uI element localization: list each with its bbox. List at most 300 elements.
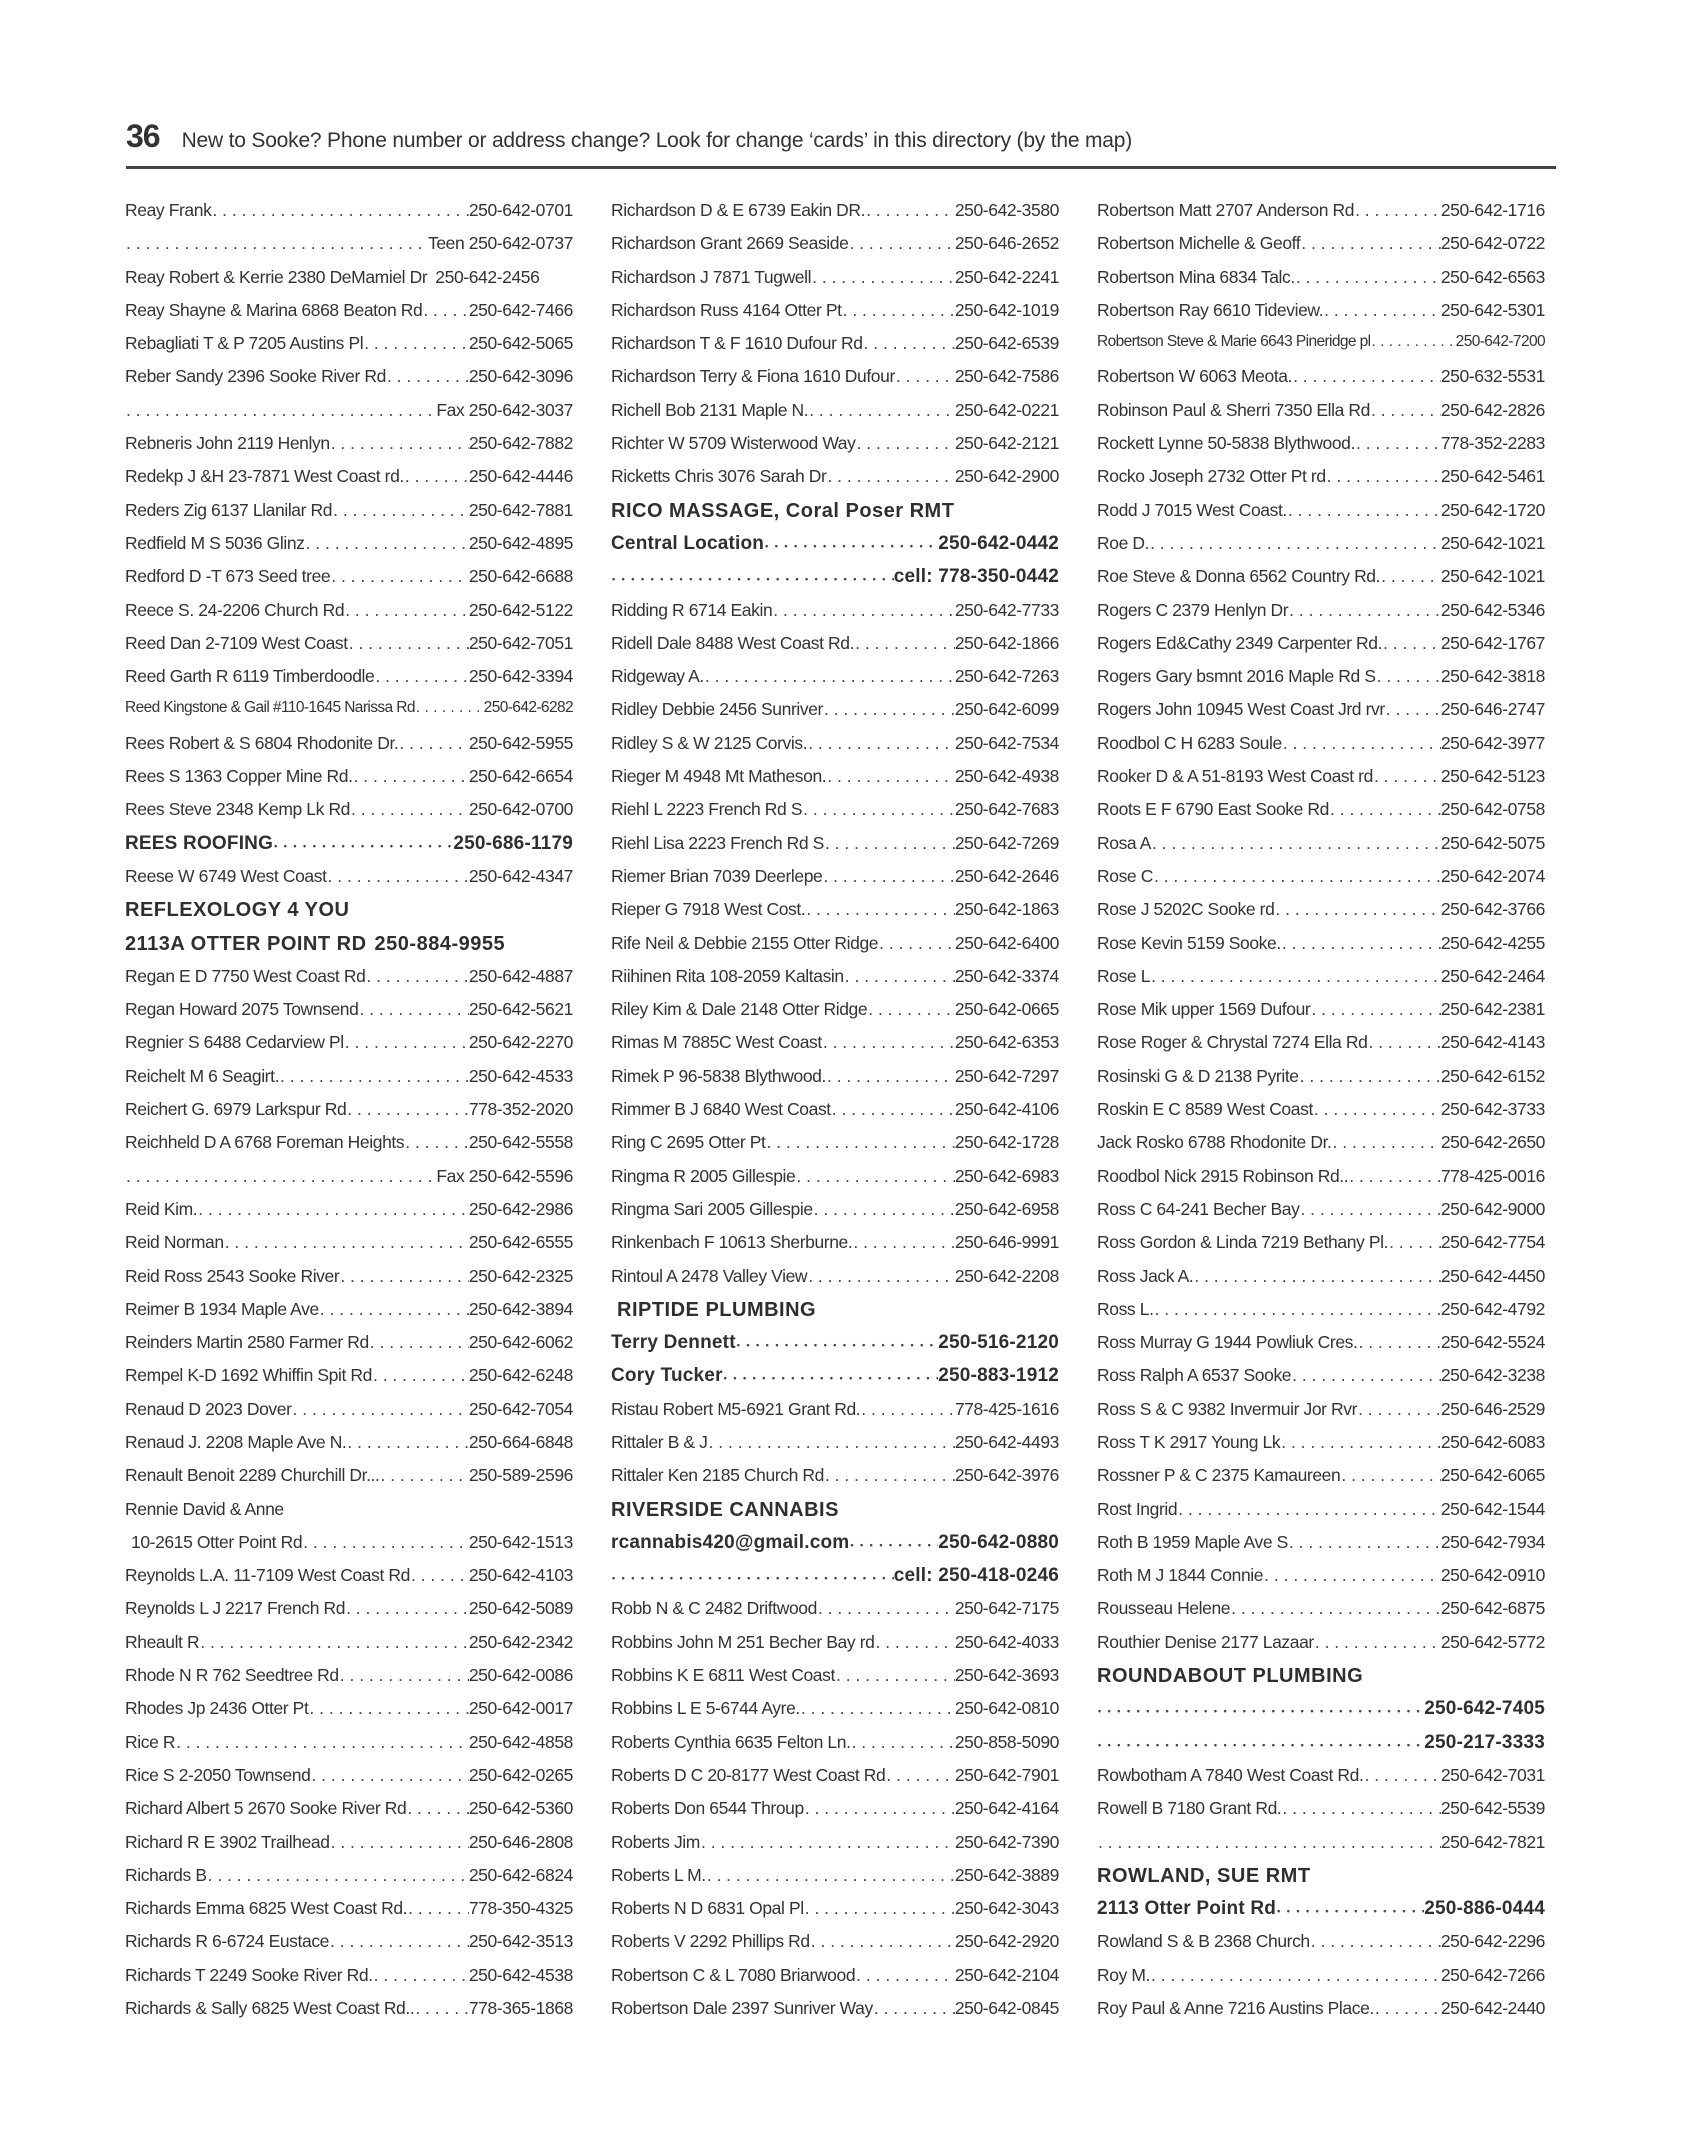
listing-row	[611, 1632, 1059, 1665]
listing-row	[125, 799, 573, 832]
listing-name: Ross Jack A.	[1097, 1265, 1194, 1286]
listing-name: RIVERSIDE CANNABIS	[611, 1498, 839, 1521]
listing-phone: 250-642-6152	[1440, 1065, 1545, 1086]
listing-name: REFLEXOLOGY 4 YOU	[125, 899, 350, 922]
listing-name: Rittaler Ken 2185 Church Rd	[611, 1465, 824, 1486]
listing-phone: 250-642-7882	[468, 433, 573, 454]
listing-row	[611, 366, 1059, 399]
dot-leader	[813, 1199, 955, 1220]
dot-leader	[346, 1099, 469, 1120]
listing-row	[611, 466, 1059, 499]
listing-phone: 250-642-1728	[954, 1132, 1059, 1153]
listing-phone: 250-886-0444	[1424, 1898, 1545, 1920]
dot-leader	[175, 1732, 469, 1753]
listing-row	[125, 300, 573, 333]
listing-row	[1097, 1365, 1545, 1398]
listing-phone: 250-642-5301	[1440, 299, 1545, 320]
listing-phone: Fax 250-642-5596	[436, 1165, 573, 1186]
listing-name: Reed Dan 2-7109 West Coast	[125, 632, 348, 653]
listing-phone: 250-642-2296	[1440, 1931, 1545, 1952]
listing-name: Robertson W 6063 Meota.	[1097, 366, 1293, 387]
dot-leader	[611, 566, 894, 588]
listing-row	[125, 1032, 573, 1065]
dot-leader	[765, 1132, 954, 1153]
listing-name: Ridding R 6714 Eakin	[611, 599, 773, 620]
listing-name: Reichheld D A 6768 Foreman Heights	[125, 1132, 405, 1153]
listing-name: Robinson Paul & Sherri 7350 Ella Rd	[1097, 399, 1370, 420]
listing-name: Rimmer B J 6840 West Coast	[611, 1099, 831, 1120]
listing-phone: 250-642-5621	[468, 999, 573, 1020]
listing-row	[125, 533, 573, 566]
listing-row	[1097, 1066, 1545, 1099]
listing-row	[125, 1965, 573, 1998]
listing-row	[1097, 433, 1545, 466]
listing-phone: 250-642-3766	[1440, 899, 1545, 920]
dot-leader	[1153, 866, 1441, 887]
dot-leader	[805, 899, 954, 920]
dot-leader	[404, 1132, 469, 1153]
listing-row	[125, 333, 573, 366]
listing-name: Riehl Lisa 2223 French Rd S	[611, 832, 824, 853]
listing-continuation-row	[125, 400, 573, 433]
listing-name: Ross Gordon & Linda 7219 Bethany Pl.	[1097, 1232, 1389, 1253]
listing-name: Roberts Don 6544 Throup	[611, 1798, 804, 1819]
dot-leader	[1291, 1365, 1441, 1386]
listing-row	[611, 1266, 1059, 1299]
listing-phone: 250-642-7263	[954, 666, 1059, 687]
listing-row	[1097, 333, 1545, 366]
dot-leader	[804, 1798, 955, 1819]
listing-phone: 250-642-6654	[468, 766, 573, 787]
listing-row	[1097, 1432, 1545, 1465]
page-number: 36	[126, 118, 160, 154]
listing-phone: 250-642-7881	[468, 499, 573, 520]
listing-row	[1097, 300, 1545, 333]
listing-name: Robertson Ray 6610 Tideview.	[1097, 299, 1324, 320]
dot-leader	[1313, 1099, 1441, 1120]
listing-row	[1097, 1998, 1545, 2031]
listing-row	[125, 1365, 573, 1398]
listing-name: Robertson Steve & Marie 6643 Pineridge pl	[1097, 333, 1371, 351]
dot-leader	[211, 200, 468, 221]
listing-phone: 250-642-3976	[954, 1465, 1059, 1486]
dot-leader	[414, 1998, 468, 2019]
listing-phone: 250-664-6848	[468, 1431, 573, 1452]
listing-phone: 250-642-0665	[954, 999, 1059, 1020]
listing-row	[1097, 366, 1545, 399]
listing-row	[125, 733, 573, 766]
listing-name: Ross Ralph A 6537 Sooke	[1097, 1365, 1292, 1386]
listing-row	[125, 1865, 573, 1898]
dot-leader	[1230, 1598, 1441, 1619]
listing-phone: 250-642-0845	[954, 1998, 1059, 2019]
listing-row	[611, 267, 1059, 300]
listing-name: RIPTIDE PLUMBING	[617, 1298, 817, 1321]
listing-phone: 250-642-4493	[954, 1431, 1059, 1452]
listing-phone: 250-642-7821	[1440, 1831, 1545, 1852]
dot-leader	[374, 666, 468, 687]
listing-name: Roberts Cynthia 6635 Felton Ln.	[611, 1731, 851, 1752]
listing-name: Riihinen Rita 108-2059 Kaltasin	[611, 965, 844, 986]
listing-name: Richard Albert 5 2670 Sooke River Rd	[125, 1798, 407, 1819]
listing-name: Roth B 1959 Maple Ave S	[1097, 1531, 1288, 1552]
listing-phone: 250-642-4103	[468, 1565, 573, 1586]
listing-row	[611, 433, 1059, 466]
dot-leader	[310, 1765, 468, 1786]
dot-leader	[1097, 1732, 1424, 1754]
listing-phone: 250-642-7269	[954, 832, 1059, 853]
listing-phone: 250-642-1544	[1440, 1498, 1545, 1519]
listing-row	[611, 1032, 1059, 1065]
listing-phone: 250-642-7586	[954, 366, 1059, 387]
listing-phone: 250-642-2920	[954, 1931, 1059, 1952]
listing-name: Roodbol C H 6283 Soule	[1097, 732, 1282, 753]
listing-name: Reimer B 1934 Maple Ave	[125, 1298, 319, 1319]
listing-phone: 250-642-6353	[954, 1032, 1059, 1053]
listing-phone: 250-642-4887	[468, 965, 573, 986]
dot-leader	[804, 1898, 955, 1919]
listing-name: Rogers Ed&Cathy 2349 Carpenter Rd.	[1097, 632, 1383, 653]
dot-leader	[353, 766, 469, 787]
listing-row	[125, 699, 573, 732]
listing-phone: 250-642-2381	[1440, 999, 1545, 1020]
listing-name: Richell Bob 2131 Maple N.	[611, 399, 809, 420]
listing-name: Roe Steve & Donna 6562 Country Rd.	[1097, 566, 1381, 587]
listing-phone: 250-646-2529	[1440, 1398, 1545, 1419]
listing-phone: 250-642-0758	[1440, 799, 1545, 820]
listing-name: Roe D.	[1097, 532, 1150, 553]
listing-row	[611, 533, 1059, 566]
dot-leader	[1367, 1032, 1440, 1053]
listing-phone: 250-646-2652	[954, 233, 1059, 254]
directory-column-2	[611, 200, 1059, 2031]
listing-name: Rowland S & B 2368 Church	[1097, 1931, 1310, 1952]
listing-name: Reed Kingstone & Gail #110-1645 Narissa Rd	[125, 699, 415, 717]
listing-name: Rintoul A 2478 Valley View	[611, 1265, 808, 1286]
listing-row	[125, 1266, 573, 1299]
listing-phone: 250-642-1716	[1440, 200, 1545, 220]
dot-leader	[844, 966, 955, 987]
listing-phone: 250-642-3043	[954, 1898, 1059, 1919]
listing-name: Rousseau Helene	[1097, 1598, 1231, 1619]
listing-name: Rossner P & C 2375 Kamaureen	[1097, 1465, 1341, 1486]
listing-phone: 250-642-2342	[468, 1631, 573, 1652]
listing-continuation-row	[125, 1166, 573, 1199]
dot-leader	[802, 799, 955, 820]
dot-leader	[811, 267, 955, 288]
listing-name: Rinkenbach F 10613 Sherburne.	[611, 1232, 853, 1253]
listing-name: Rose L	[1097, 965, 1151, 986]
business-listing-heading	[611, 500, 1059, 533]
listing-phone: 250-642-0086	[468, 1665, 573, 1686]
listing-name: Ringma Sari 2005 Gillespie	[611, 1198, 813, 1219]
dot-leader	[1299, 1199, 1440, 1220]
listing-row	[1097, 866, 1545, 899]
listing-name: Cory Tucker	[611, 1365, 723, 1387]
listing-row	[125, 1698, 573, 1731]
dot-leader	[1380, 566, 1441, 587]
listing-name: Reay Robert & Kerrie 2380 DeMamiel Dr	[125, 266, 428, 287]
listing-phone: 250-642-0910	[1440, 1565, 1545, 1586]
dot-leader	[273, 833, 453, 855]
listing-row	[125, 866, 573, 899]
listing-row	[125, 566, 573, 599]
listing-row	[125, 833, 573, 866]
dot-leader	[885, 1765, 954, 1786]
listing-row	[611, 1798, 1059, 1831]
listing-row	[611, 899, 1059, 932]
listing-phone: 250-642-7031	[1440, 1764, 1545, 1785]
dot-leader	[1382, 633, 1441, 654]
listing-row	[1097, 1798, 1545, 1831]
listing-name: Renaud J. 2208 Maple Ave N.	[125, 1431, 347, 1452]
dot-leader	[339, 1266, 469, 1287]
listing-phone: cell: 250-418-0246	[893, 1565, 1059, 1587]
dot-leader	[125, 1166, 436, 1187]
listing-name: Rhodes Jp 2436 Otter Pt	[125, 1698, 309, 1719]
dot-leader	[344, 1032, 469, 1053]
listing-row	[1097, 1266, 1545, 1299]
dot-leader	[1326, 466, 1441, 487]
listing-row	[1097, 1565, 1545, 1598]
listing-continuation-row	[1097, 1732, 1545, 1765]
dot-leader	[1295, 267, 1441, 288]
dot-leader	[1292, 366, 1441, 387]
listing-row	[1097, 233, 1545, 266]
listing-phone: 250-642-3894	[468, 1298, 573, 1319]
listing-name: Rogers John 10945 West Coast Jrd rvr	[1097, 699, 1385, 720]
listing-phone: 250-642-7733	[954, 599, 1059, 620]
dot-leader	[199, 1632, 469, 1653]
listing-name: RICO MASSAGE, Coral Poser RMT	[611, 499, 955, 522]
listing-phone: 250-642-4538	[468, 1964, 573, 1985]
listing-row	[611, 1965, 1059, 1998]
listing-row	[125, 466, 573, 499]
dot-leader	[1340, 1465, 1440, 1486]
dot-leader	[1357, 1332, 1440, 1353]
listing-name: Rose Roger & Chrystal 7274 Ella Rd	[1097, 1032, 1368, 1053]
listing-phone: 250-642-3818	[1440, 666, 1545, 687]
listing-row	[611, 1465, 1059, 1498]
dot-leader	[807, 1266, 955, 1287]
listing-name: Routhier Denise 2177 Lazaar	[1097, 1631, 1314, 1652]
dot-leader	[1376, 666, 1441, 687]
listing-name: Rice S 2-2050 Townsend	[125, 1764, 311, 1785]
dot-leader	[1348, 1166, 1441, 1187]
listing-name: REES ROOFING	[125, 832, 274, 854]
listing-row	[125, 1499, 573, 1532]
listing-phone: 250-642-5539	[1440, 1798, 1545, 1819]
listing-name: Rodd J 7015 West Coast.	[1097, 499, 1287, 520]
listing-name: Richardson Grant 2669 Seaside	[611, 233, 849, 254]
listing-row	[1097, 566, 1545, 599]
listing-name: Reinders Martin 2580 Farmer Rd	[125, 1332, 369, 1353]
listing-name: Reid Norman	[125, 1232, 224, 1253]
dot-leader	[224, 1232, 469, 1253]
listing-phone: 250-642-5065	[468, 333, 573, 354]
dot-leader	[1323, 300, 1441, 321]
listing-row	[611, 1099, 1059, 1132]
listing-row	[1097, 600, 1545, 633]
listing-name: Richards T 2249 Sooke River Rd.	[125, 1964, 373, 1985]
dot-leader	[764, 533, 938, 555]
listing-name: Roberts D C 20-8177 West Coast Rd	[611, 1764, 886, 1785]
listing-name: Reid Ross 2543 Sooke River	[125, 1265, 340, 1286]
dot-leader	[826, 466, 954, 487]
dot-leader	[415, 699, 484, 717]
listing-row	[611, 333, 1059, 366]
listing-continuation-row	[1097, 1698, 1545, 1731]
listing-phone: 250-642-4858	[468, 1731, 573, 1752]
dot-leader	[358, 999, 468, 1020]
listing-name: Ricketts Chris 3076 Sarah Dr	[611, 466, 827, 487]
listing-phone: 250-642-6062	[468, 1332, 573, 1353]
listing-continuation-row	[125, 233, 573, 266]
dot-leader	[1274, 899, 1440, 920]
listing-phone: 250-642-1720	[1440, 499, 1545, 520]
listing-row	[611, 1399, 1059, 1432]
listing-row	[1097, 1632, 1545, 1665]
listing-phone: 250-642-7175	[954, 1598, 1059, 1619]
listing-name: Robertson Dale 2397 Sunriver Way	[611, 1998, 873, 2019]
listing-row	[611, 1732, 1059, 1765]
listing-name: Ristau Robert M5-6921 Grant Rd.	[611, 1398, 861, 1419]
listing-name: Redfield M S 5036 Glinz	[125, 532, 305, 553]
listing-phone: 250-589-2596	[468, 1465, 573, 1486]
listing-name: Robertson Matt 2707 Anderson Rd	[1097, 200, 1355, 220]
listing-phone: 250-884-9955	[374, 932, 506, 955]
listing-phone: 250-642-4347	[468, 865, 573, 886]
listing-name: Ridell Dale 8488 West Coast Rd.	[611, 632, 855, 653]
dot-leader	[700, 1832, 955, 1853]
listing-name: Robbins John M 251 Becher Bay rd	[611, 1631, 875, 1652]
dot-leader	[1288, 1532, 1441, 1553]
dot-leader	[308, 1698, 468, 1719]
listing-row	[125, 1598, 573, 1631]
listing-phone: 250-642-4895	[468, 532, 573, 553]
listing-continuation-row	[1097, 1832, 1545, 1865]
listing-phone: 250-642-4033	[954, 1631, 1059, 1652]
listing-name: Renaud D 2023 Dover	[125, 1398, 292, 1419]
dot-leader	[305, 533, 469, 554]
dot-leader	[851, 1732, 955, 1753]
listing-row	[1097, 466, 1545, 499]
listing-phone: 250-642-2986	[468, 1198, 573, 1219]
listing-row	[611, 799, 1059, 832]
listing-phone: 250-642-7200	[1455, 333, 1545, 351]
listing-phone: 778-425-1616	[954, 1398, 1059, 1419]
listing-name: Roskin E C 8589 West Coast	[1097, 1099, 1313, 1120]
listing-name: Richards Emma 6825 West Coast Rd.	[125, 1898, 408, 1919]
listing-row	[125, 1565, 573, 1598]
listing-phone: 250-642-3580	[954, 200, 1059, 220]
listing-row	[1097, 1166, 1545, 1199]
listing-name: Terry Dennett	[611, 1332, 736, 1354]
listing-phone: 250-642-5955	[468, 732, 573, 753]
listing-row	[611, 1865, 1059, 1898]
business-listing-heading	[125, 899, 573, 932]
dot-leader	[723, 1365, 939, 1387]
listing-row	[611, 833, 1059, 866]
dot-leader	[865, 200, 955, 221]
listing-name: Jack Rosko 6788 Rhodonite Dr.	[1097, 1132, 1332, 1153]
listing-name: Rice R	[125, 1731, 176, 1752]
listing-name: Reichert G. 6979 Larkspur Rd	[125, 1099, 347, 1120]
listing-row	[1097, 1532, 1545, 1565]
listing-phone: 250-642-7534	[954, 732, 1059, 753]
listing-row	[1097, 200, 1545, 233]
listing-row	[1097, 999, 1545, 1032]
listing-phone: 250-642-1021	[1440, 532, 1545, 553]
listing-phone: 250-642-3238	[1440, 1365, 1545, 1386]
listing-name: Roth M J 1844 Connie	[1097, 1565, 1264, 1586]
listing-row	[1097, 533, 1545, 566]
listing-name: Reese W 6749 West Coast	[125, 865, 327, 886]
listing-row	[611, 666, 1059, 699]
listing-row	[611, 1698, 1059, 1731]
listing-row	[125, 1732, 573, 1765]
listing-row	[611, 1998, 1059, 2031]
listing-row	[125, 966, 573, 999]
listing-phone: 778-352-2283	[1440, 433, 1545, 454]
dot-leader	[1150, 966, 1441, 987]
listing-phone: 250-642-2650	[1440, 1132, 1545, 1153]
dot-leader	[706, 1865, 955, 1886]
listing-row	[1097, 733, 1545, 766]
listing-row	[611, 1665, 1059, 1698]
dot-leader	[1314, 1632, 1441, 1653]
listing-phone: 250-642-6563	[1440, 266, 1545, 287]
listing-row	[125, 1299, 573, 1332]
dot-leader	[302, 1532, 469, 1553]
business-listing-heading	[611, 1499, 1059, 1532]
listing-name: Rogers C 2379 Henlyn Dr	[1097, 599, 1289, 620]
dot-leader	[856, 433, 955, 454]
listing-phone: 250-642-2646	[954, 865, 1059, 886]
listing-row	[1097, 1232, 1545, 1265]
listing-row	[125, 500, 573, 533]
dot-leader	[810, 1931, 955, 1952]
listing-phone: 250-642-4533	[468, 1065, 573, 1086]
listing-phone: 250-642-0265	[468, 1764, 573, 1785]
listing-row	[1097, 1965, 1545, 1998]
dot-leader	[878, 933, 955, 954]
listing-phone: 250-642-5524	[1440, 1332, 1545, 1353]
dot-leader	[1374, 1998, 1441, 2019]
dot-leader	[1332, 1132, 1441, 1153]
dot-leader	[422, 300, 469, 321]
listing-row	[611, 699, 1059, 732]
listing-name: Regnier S 6488 Cedarview Pl	[125, 1032, 344, 1053]
listing-row	[125, 1765, 573, 1798]
header-rule	[126, 166, 1556, 169]
listing-phone: 250-642-1767	[1440, 632, 1545, 653]
listing-phone: 250-642-5089	[468, 1598, 573, 1619]
listing-phone: 250-642-7466	[468, 299, 573, 320]
dot-leader	[332, 500, 469, 521]
business-listing-heading	[125, 933, 573, 966]
dot-leader	[826, 766, 955, 787]
dot-leader	[873, 1998, 955, 2019]
listing-phone: 250-642-3374	[954, 965, 1059, 986]
listing-phone: 250-642-2325	[468, 1265, 573, 1286]
dot-leader	[1363, 1765, 1440, 1786]
listing-row	[1097, 1399, 1545, 1432]
dot-leader	[1282, 733, 1441, 754]
listing-row	[1097, 899, 1545, 932]
dot-leader	[824, 1465, 955, 1486]
listing-phone: 778-352-2020	[468, 1099, 573, 1120]
